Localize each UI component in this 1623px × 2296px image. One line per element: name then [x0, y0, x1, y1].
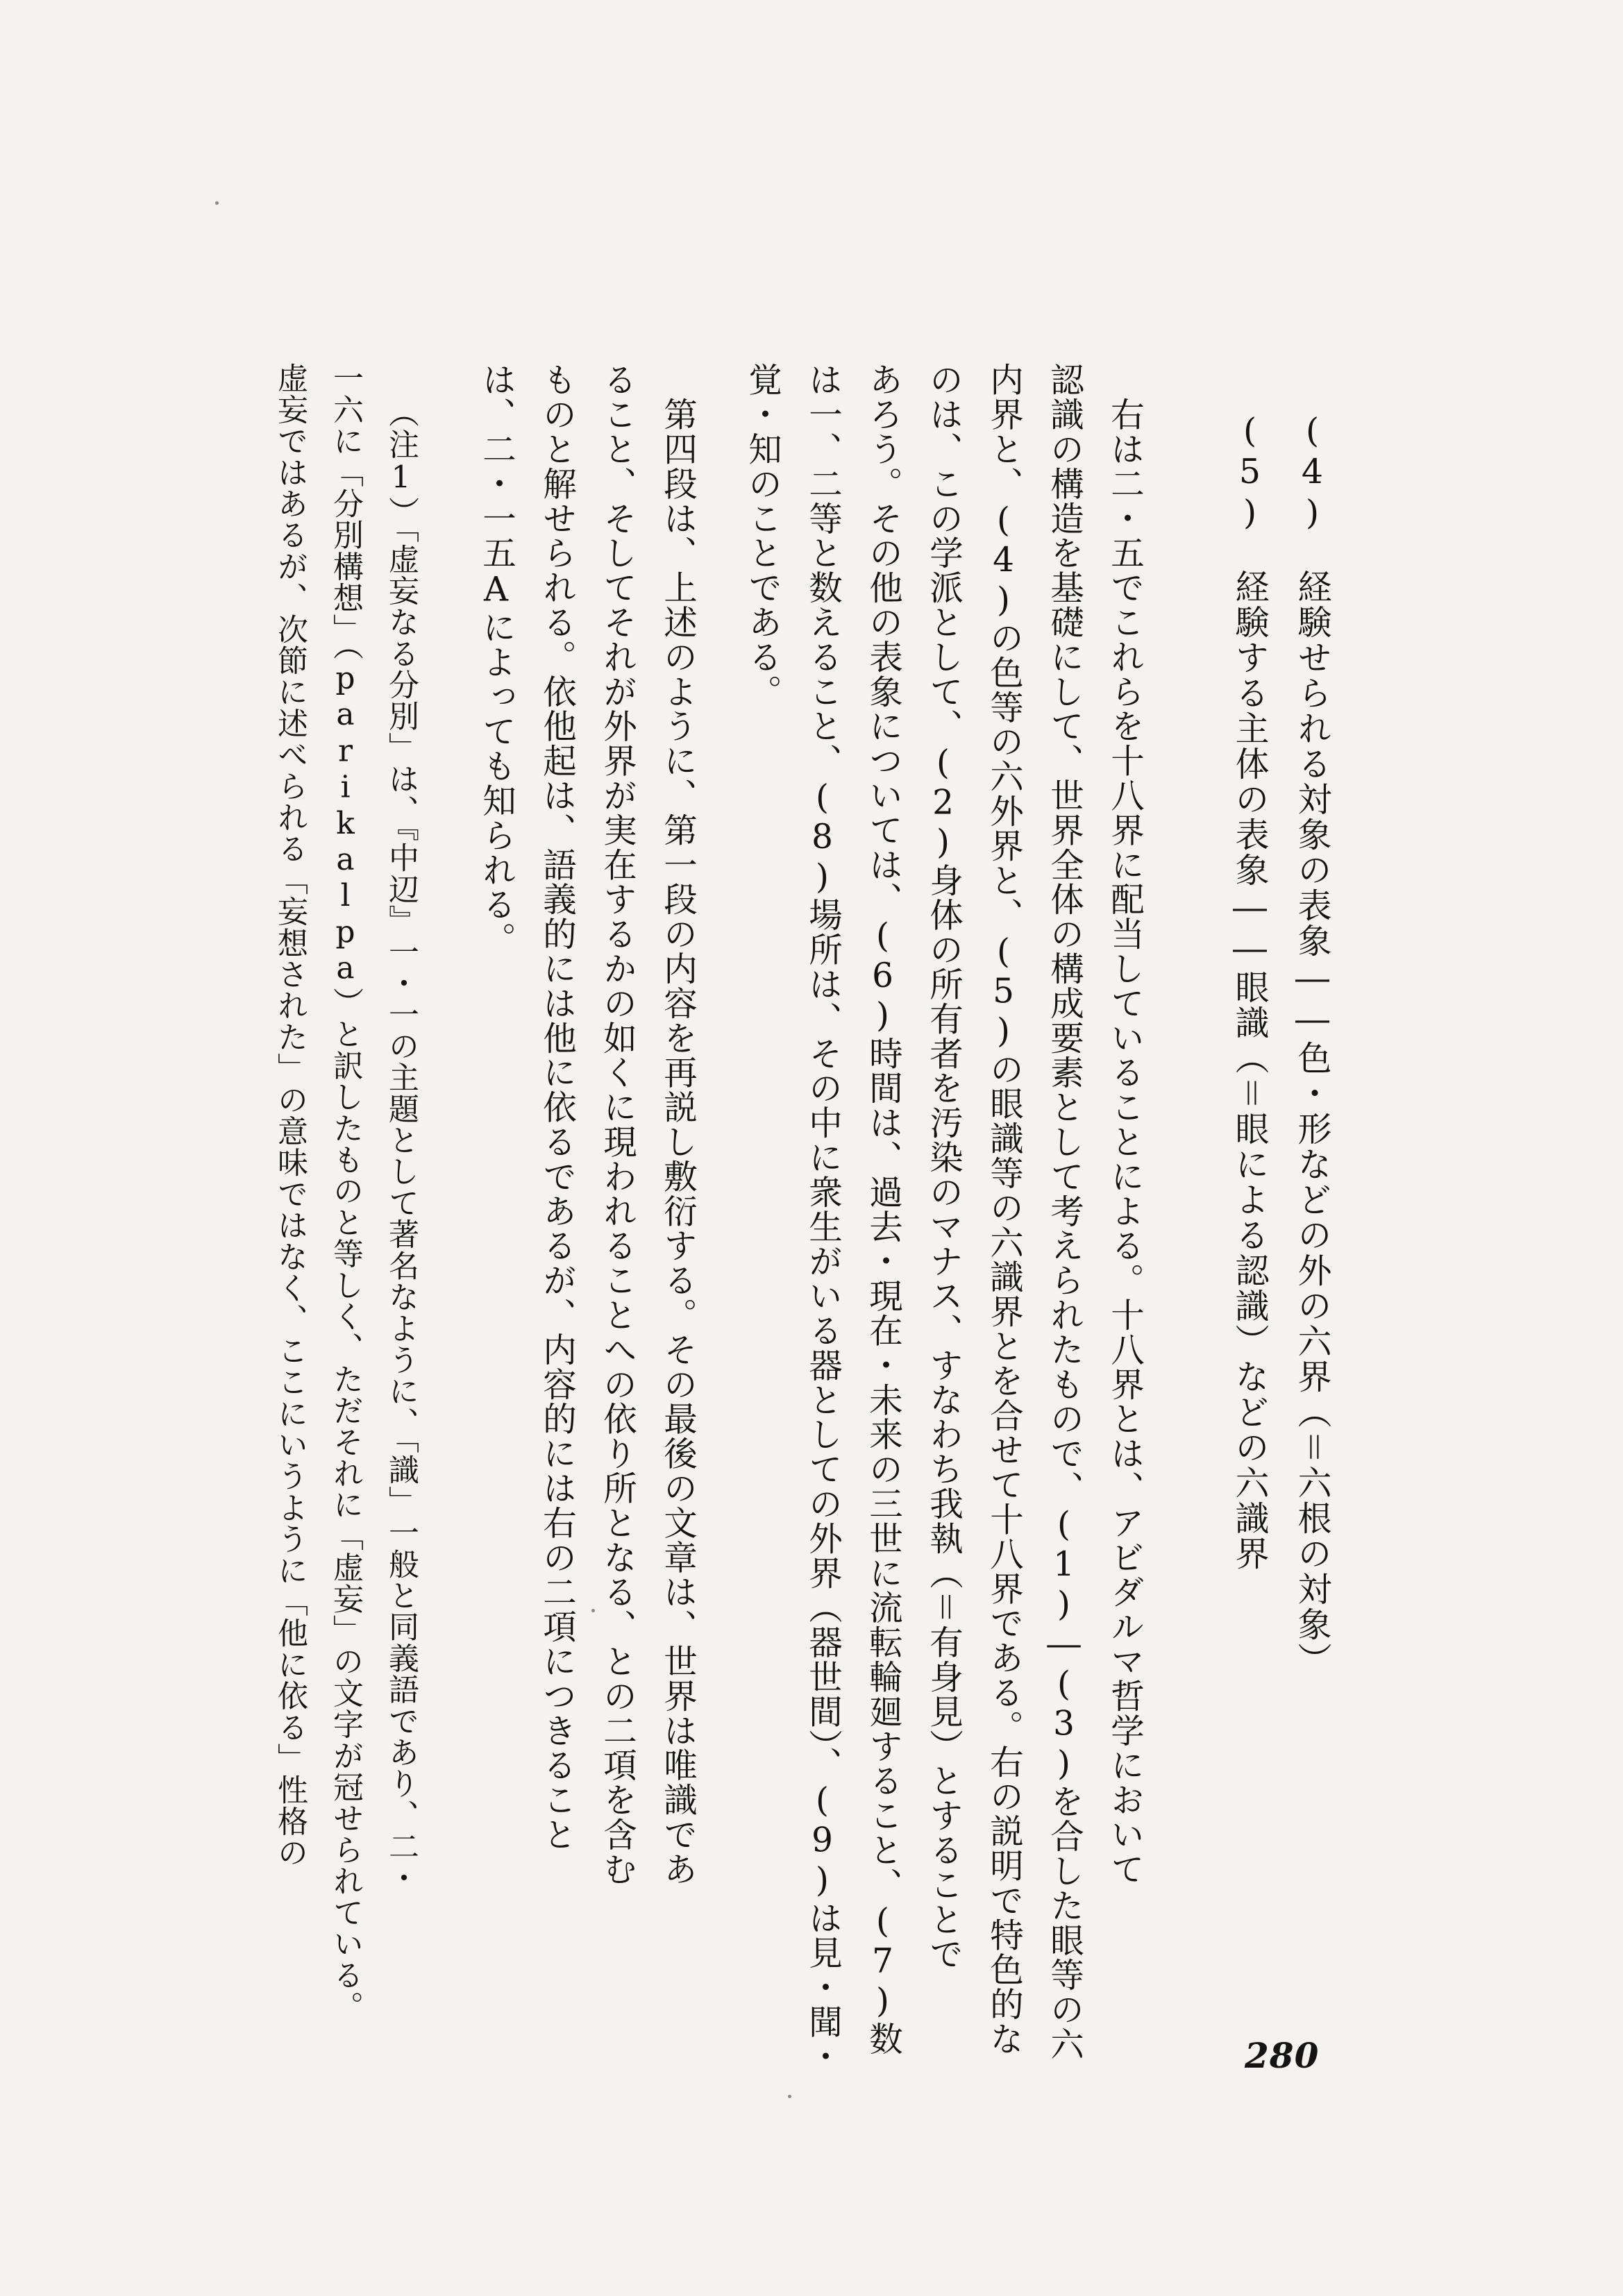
body-line: ものと解せられる。依他起は、語義的には他に依るであるが、内容的には右の二項につきること: [537, 362, 576, 1852]
scan-speck: [215, 201, 219, 205]
heading-5: (5) 経験する主体の表象――眼識（＝眼による認識）などの六識界: [1230, 411, 1270, 1571]
body-line: あろう。その他の表象については、(6)時間は、過去・現在・未来の三世に流転輪廻すること、(7)数: [863, 362, 902, 2057]
body-line: 内界と、(4)の色等の六外界と、(5)の眼識等の六識界とを合せて十八界である。右の説明で特色的な: [984, 362, 1023, 2057]
footnote-line: 一六に「分別構想」（parikalpa）と訳したものと等しく、ただそれに「虚妄」の文字が冠せられている。: [328, 362, 363, 2023]
body-line: のは、この学派として、(2)身体の所有者を汚染のマナス、すなわち我執（＝有身見）とすることで: [923, 362, 963, 1971]
heading-4: (4) 経験せられる対象の表象――色・形などの外の六界（＝六根の対象）: [1293, 411, 1332, 1678]
body-line: 覚・知のことである。: [742, 362, 782, 709]
body-line: ること、そしてそれが外界が実在するかの如くに現われることへの依り所となる、との二項を含む: [597, 362, 637, 1886]
body-line: 第四段は、上述のように、第一段の内容を再説し敷衍する。その最後の文章は、世界は唯識であ: [657, 362, 697, 1886]
footnote-line: （注1）「虚妄なる分別」は、『中辺』一・一の主題として著名なように、「識」一般と同義語であり、二・: [383, 397, 419, 1893]
scan-speck: [591, 1609, 595, 1612]
body-line: は、二・一五Aによっても知られる。: [476, 362, 516, 956]
scan-speck: [788, 2095, 791, 2098]
page-number: 280: [1245, 2035, 1320, 2076]
body-line: 右は二・五でこれらを十八界に配当していることによる。十八界とは、アビダルマ哲学において: [1104, 362, 1144, 1886]
footnote-line: 虚妄ではあるが、次節に述べられる「妄想された」の意味ではなく、ここにいうように「他に依る」性格の: [272, 362, 308, 1868]
body-line: は一、二等と数えること、(8)場所は、その中に衆生がいる器としての外界（器世間）、(9)は見・聞・: [802, 362, 842, 2074]
body-line: 認識の構造を基礎にして、世界全体の構成要素として考えられたもので、(1)―(3)を合した眼等の六: [1044, 362, 1084, 2061]
